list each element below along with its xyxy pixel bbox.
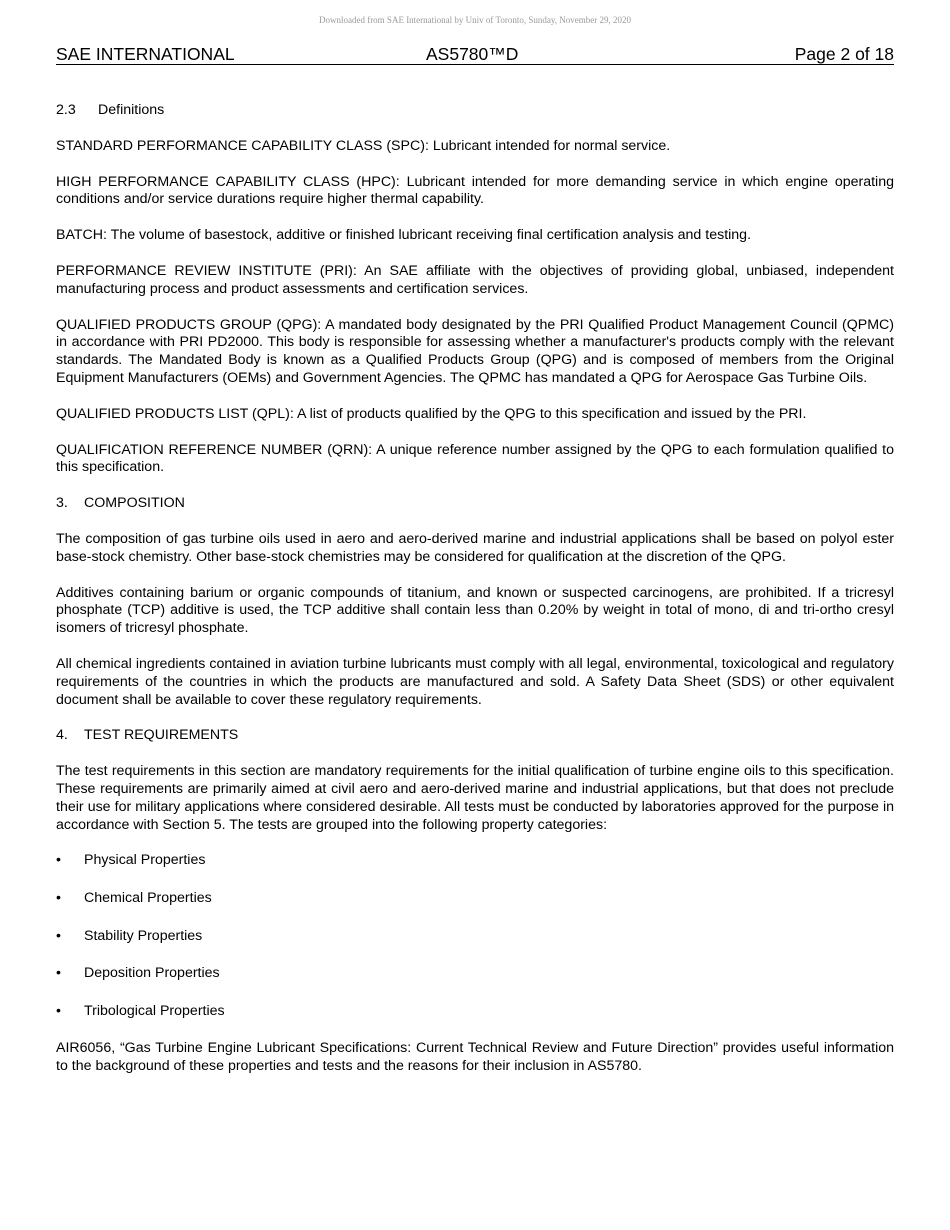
page-header [56, 44, 894, 65]
list-item-text: Physical Properties [84, 852, 206, 869]
document-body [56, 102, 894, 1094]
list-item [56, 1003, 894, 1021]
composition-paragraph: All chemical ingredients contained in aviation turbine lubricants must comply with all legal, environmental, toxicological and regulatory requirements of the countries in which the products are manufactured and sold. A Safety Data Sheet (SDS) or other equivalent document shall be available to cover these regulatory requirements. [56, 655, 894, 708]
list-item-text: Tribological Properties [84, 1002, 225, 1019]
section-title: COMPOSITION [84, 495, 185, 512]
header-organization: SAE INTERNATIONAL [56, 44, 235, 64]
definition-pri: PERFORMANCE REVIEW INSTITUTE (PRI): An SAE affiliate with the objectives of providing global, unbiased, independent manufacturing process and product assessments and certification services. [56, 262, 894, 297]
section-heading-test-requirements [56, 727, 894, 745]
air6056-reference-paragraph: AIR6056, “Gas Turbine Engine Lubricant Specifications: Current Technical Review and Future Direction” provides useful information to the background of these properties and tests and the reasons for their inclusion in AS5780. [56, 1040, 894, 1075]
section-number: 3. [56, 495, 68, 512]
definition-batch: BATCH: The volume of basestock, additive or finished lubricant receiving final certification analysis and testing. [56, 227, 752, 244]
composition-paragraph: The composition of gas turbine oils used in aero and aero-derived marine and industrial applications shall be based on polyol ester base-stock chemistry. Other base-stock chemistries may be considered for qualification at the discretion of the QPG. [56, 530, 894, 565]
bullet-icon: • [56, 965, 61, 982]
list-item [56, 965, 894, 983]
list-item [56, 928, 894, 946]
list-item-text: Chemical Properties [84, 889, 212, 906]
section-number: 2.3 [56, 102, 76, 118]
bullet-icon: • [56, 1002, 61, 1019]
header-page-number: Page 2 of 18 [794, 44, 894, 64]
list-item [56, 890, 894, 908]
definition-qrn: QUALIFICATION REFERENCE NUMBER (QRN): A unique reference number assigned by the QPG to each formulation qualified to this specification. [56, 441, 894, 476]
section-heading-definitions [56, 102, 894, 120]
section-title: TEST REQUIREMENTS [84, 727, 239, 744]
test-requirements-intro: The test requirements in this section are mandatory requirements for the initial qualification of turbine engine oils to this specification. These requirements are primarily aimed at civil aero and aero-derived marine and industrial applications, but that does not preclude their use for military applications where considered desirable. All tests must be conducted by laboratories approved for the purpose in accordance with Section 5. The tests are grouped into the following property categories: [56, 763, 894, 833]
bullet-icon: • [56, 889, 61, 906]
definition-spc: STANDARD PERFORMANCE CAPABILITY CLASS (SPC): Lubricant intended for normal service. [56, 137, 671, 154]
bullet-icon: • [56, 927, 61, 944]
section-number: 4. [56, 727, 68, 744]
composition-paragraph: Additives containing barium or organic compounds of titanium, and known or suspected carcinogens, are prohibited. If a tricresyl phosphate (TCP) additive is used, the TCP additive shall contain less than 0.20% by weight in total of mono, di and tri-ortho cresyl isomers of tricresyl phosphate. [56, 584, 894, 637]
definition-qpl: QUALIFIED PRODUCTS LIST (QPL): A list of products qualified by the QPG to this specification and issued by the PRI. [56, 405, 807, 422]
header-document-id: AS5780™D [426, 44, 519, 64]
section-title: Definitions [98, 102, 165, 118]
property-categories-list [56, 852, 894, 1020]
list-item-text: Deposition Properties [84, 965, 220, 982]
list-item-text: Stability Properties [84, 927, 203, 944]
bullet-icon: • [56, 852, 61, 869]
definition-hpc: HIGH PERFORMANCE CAPABILITY CLASS (HPC): Lubricant intended for more demanding service in which engine operating conditions and/or service durations require higher thermal capability. [56, 173, 894, 208]
list-item [56, 852, 894, 870]
download-watermark: Downloaded from SAE International by Univ of Toronto, Sunday, November 29, 2020 [318, 15, 632, 25]
section-heading-composition [56, 495, 894, 513]
definition-qpg: QUALIFIED PRODUCTS GROUP (QPG): A mandated body designated by the PRI Qualified Product Management Council (QPMC) in accordance with PRI PD2000. This body is responsible for assessing whether a manufacturer's products comply with the relevant standards. The Mandated Body is known as a Qualified Products Group (QPG) and is composed of members from the Original Equipment Manufacturers (OEMs) and Government Agencies. The QPMC has mandated a QPG for Aerospace Gas Turbine Oils. [56, 316, 894, 386]
